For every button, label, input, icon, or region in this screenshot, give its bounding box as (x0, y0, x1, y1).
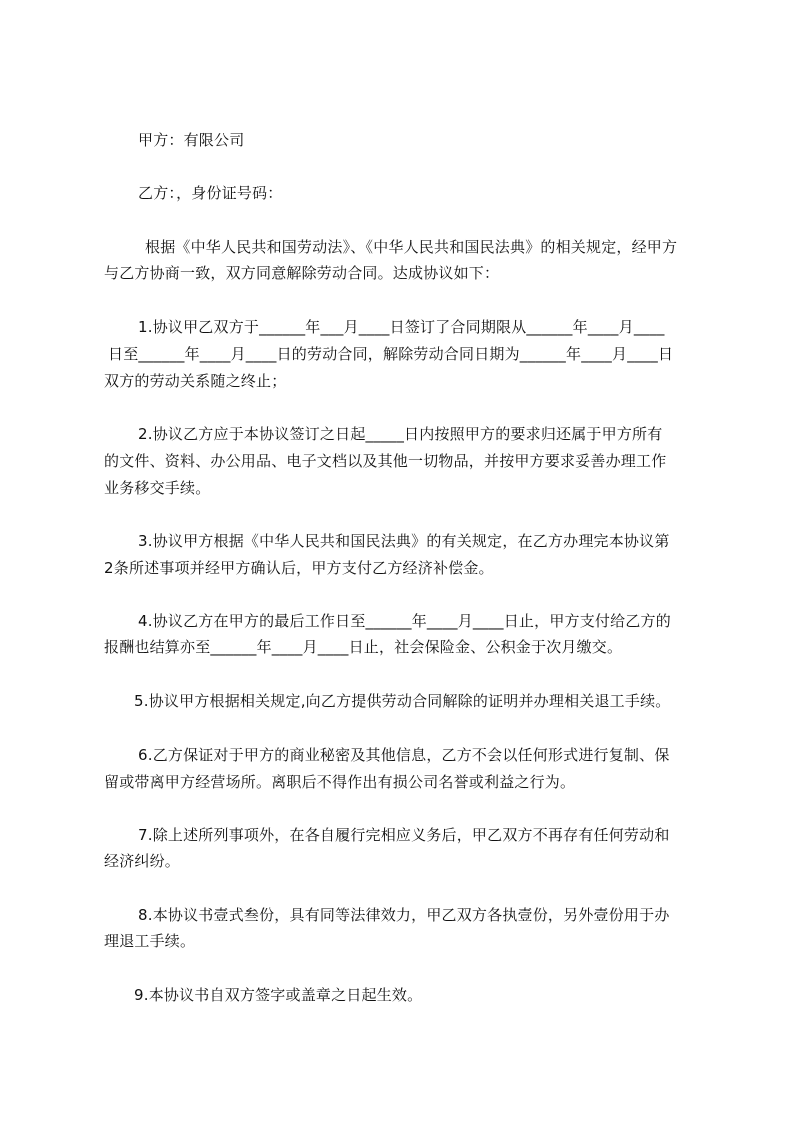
clause-1-line-3: 双方的劳动关系随之终止； (104, 372, 287, 390)
clause-4-line-2: 报酬也结算亦至______年____月____日止，社会保险金、公积金于次月缴交。 (104, 638, 623, 656)
clause-2-line-3: 业务移交手续。 (104, 479, 211, 497)
clause-8-line-2: 理退工手续。 (104, 932, 196, 950)
clause-6-line-1: 6.乙方保证对于甲方的商业秘密及其他信息，乙方不会以任何形式进行复制、保 (138, 746, 670, 764)
clause-7-line-2: 经济纠纷。 (104, 852, 181, 870)
clause-2-line-2: 的文件、资料、办公用品、电子文档以及其他一切物品，并按甲方要求妥善办理工作 (104, 452, 667, 470)
preamble-line-1: 根据《中华人民共和国劳动法》、《中华人民共和国民法典》的相关规定，经甲方 (145, 238, 678, 256)
clause-6-line-2: 留或带离甲方经营场所。离职后不得作出有损公司名誉或利益之行为。 (104, 773, 576, 791)
clause-9-line-1: 9.本协议书自双方签字或盖章之日起生效。 (134, 986, 423, 1004)
clause-3-line-1: 3.协议甲方根据《中华人民共和国民法典》的有关规定，在乙方办理完本协议第 (138, 532, 670, 550)
clause-3-line-2: 2条所述事项并经甲方确认后，甲方支付乙方经济补偿金。 (104, 559, 494, 577)
clause-5-line-1: 5.协议甲方根据相关规定,向乙方提供劳动合同解除的证明并办理相关退工手续。 (134, 692, 671, 710)
party-b-line: 乙方：，身份证号码： (138, 184, 283, 202)
clause-1-line-2: 日至______年____月____日的劳动合同，解除劳动合同日期为______年____月____日 (108, 345, 674, 363)
preamble-line-2: 与乙方协商一致，双方同意解除劳动合同。达成协议如下： (104, 264, 500, 282)
clause-7-line-1: 7.除上述所列事项外，在各自履行完相应义务后，甲乙双方不再存有任何劳动和 (138, 826, 670, 844)
clause-4-line-1: 4.协议乙方在甲方的最后工作日至______年____月____日止，甲方支付给乙方的 (138, 612, 671, 630)
clause-8-line-1: 8.本协议书壹式叁份，具有同等法律效力，甲乙双方各执壹份，另外壹份用于办 (138, 906, 670, 924)
clause-1-line-1: 1.协议甲乙双方于______年___月____日签订了合同期限从______年____月____ (138, 318, 665, 336)
party-a-line: 甲方：有限公司 (138, 131, 245, 149)
clause-2-line-1: 2.协议乙方应于本协议签订之日起_____日内按照甲方的要求归还属于甲方所有 (138, 425, 663, 443)
